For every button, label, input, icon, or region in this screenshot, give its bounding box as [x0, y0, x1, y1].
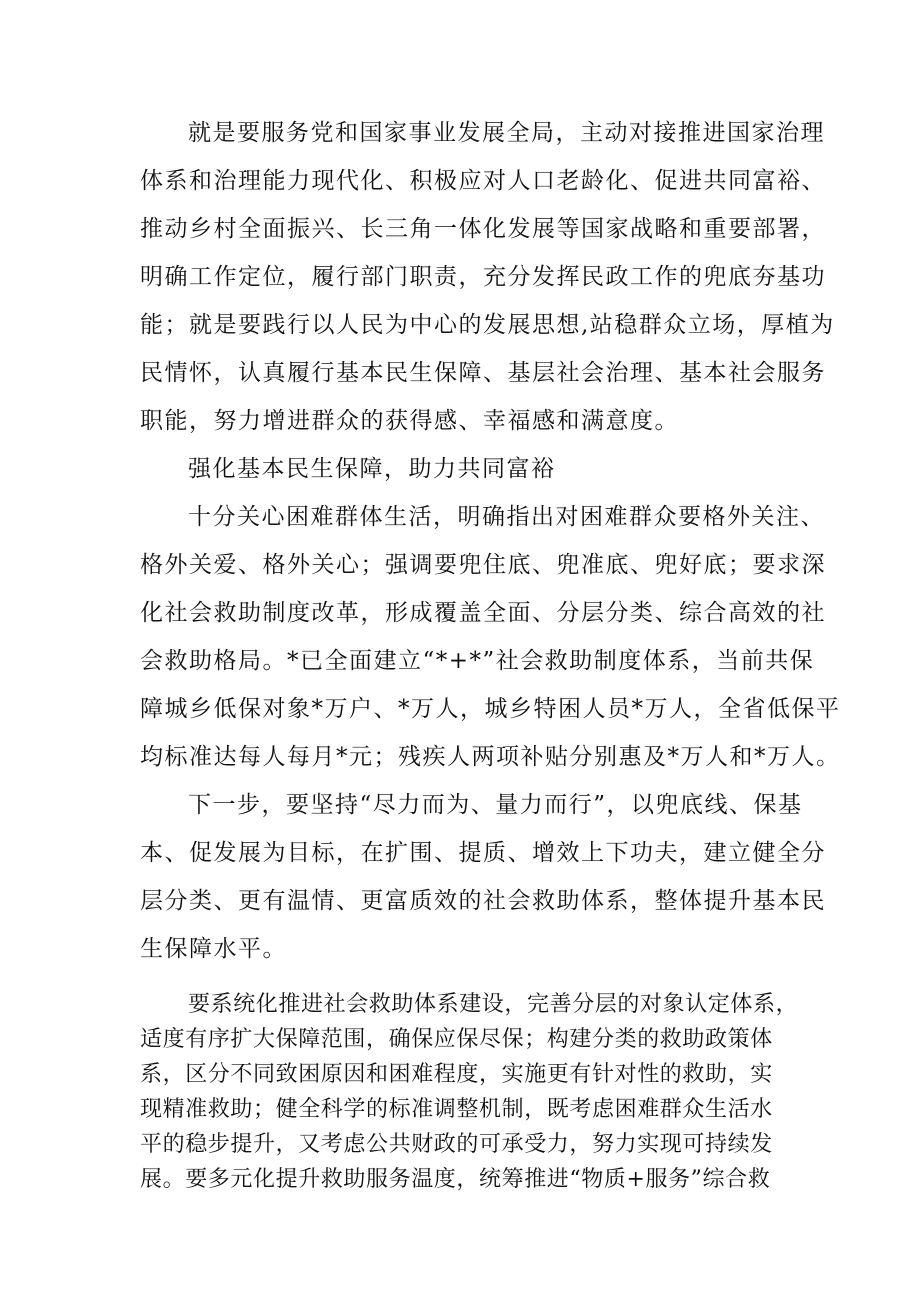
paragraph-2-line-2: 格外关爱、格外关心；强调要兜住底、兜准底、兜好底；要求深	[140, 552, 826, 578]
paragraph-4-line-6: 展。要多元化提升救助服务温度，统筹推进“物质+服务”综合救	[140, 1167, 771, 1192]
paragraph-4-line-1: 要系统化推进社会救助体系建设，完善分层的对象认定体系，	[188, 992, 799, 1017]
paragraph-4-line-5: 平的稳步提升，又考虑公共财政的可承受力，努力实现可持续发	[140, 1132, 773, 1157]
paragraph-1-line-4: 明确工作定位，履行部门职责，充分发挥民政工作的兜底夯基功	[140, 264, 826, 290]
paragraph-2-line-4: 会救助格局。*已全面建立“*+*”社会救助制度体系，当前共保	[140, 648, 815, 674]
paragraph-2-line-3: 化社会救助制度改革，形成覆盖全面、分层分类、综合高效的社	[140, 600, 826, 626]
paragraph-4-line-2: 适度有序扩大保障范围，确保应保尽保；构建分类的救助政策体	[140, 1027, 773, 1052]
paragraph-3-line-4: 生保障水平。	[140, 936, 287, 962]
paragraph-3-line-2: 本、促发展为目标，在扩围、提质、增效上下功夫，建立健全分	[140, 840, 826, 866]
paragraph-2-line-6: 均标准达每人每月*元；残疾人两项补贴分别惠及*万人和*万人。	[140, 744, 841, 770]
paragraph-1-line-1: 就是要服务党和国家事业发展全局，主动对接推进国家治理	[188, 120, 825, 146]
paragraph-4-line-3: 系，区分不同致困原因和困难程度，实施更有针对性的救助，实	[140, 1062, 773, 1087]
paragraph-3-line-1: 下一步，要坚持“尽力而为、量力而行”，以兜底线、保基	[188, 792, 803, 818]
paragraph-1-line-7: 职能，努力增进群众的获得感、幸福感和满意度。	[140, 408, 679, 434]
paragraph-4-line-4: 现精准救助；健全科学的标准调整机制，既考虑困难群众生活水	[140, 1097, 773, 1122]
paragraph-1-line-3: 推动乡村全面振兴、长三角一体化发展等国家战略和重要部署，	[140, 216, 826, 242]
paragraph-2-line-5: 障城乡低保对象*万户、*万人，城乡特困人员*万人，全省低保平	[140, 696, 841, 722]
paragraph-1-line-6: 民情怀，认真履行基本民生保障、基层社会治理、基本社会服务	[140, 360, 826, 386]
section-heading: 强化基本民生保障，助力共同富裕	[188, 456, 556, 482]
paragraph-1-line-2: 体系和治理能力现代化、积极应对人口老龄化、促进共同富裕、	[140, 168, 826, 194]
paragraph-2-line-1: 十分关心困难群体生活，明确指出对困难群众要格外关注、	[188, 504, 825, 530]
paragraph-3-line-3: 层分类、更有温情、更富质效的社会救助体系，整体提升基本民	[140, 888, 826, 914]
paragraph-1-line-5: 能；就是要践行以人民为中心的发展思想,站稳群众立场，厚植为	[140, 312, 835, 338]
